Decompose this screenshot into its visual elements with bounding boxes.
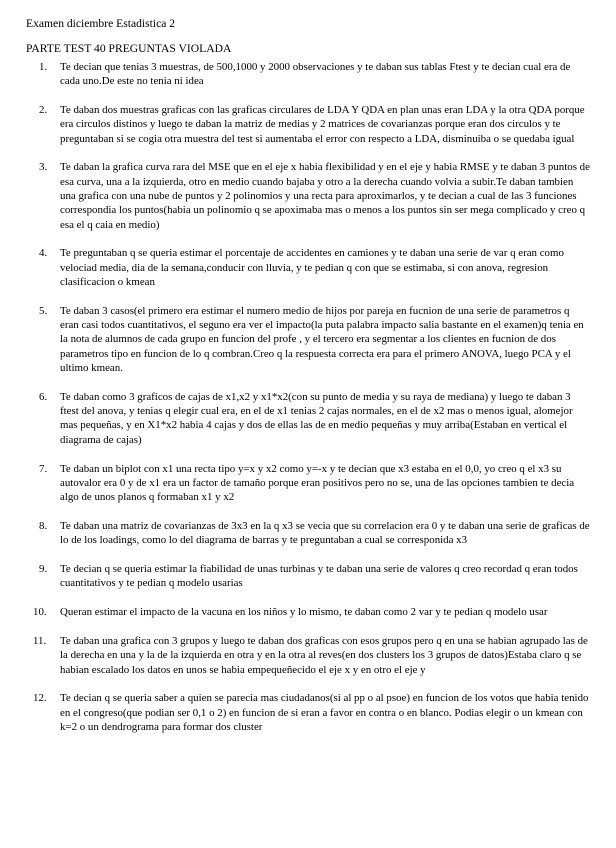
- question-number: 11.: [33, 634, 47, 647]
- question-text: Te daban una grafica con 3 grupos y luego te daban dos graficas con esos grupos pero q en una se habian agrupado las de la derecha en una y la de la izquierda en otra y en la otra al reves(en dos clusters los 3 grupos de datos)Estaba claro q se habian escalado los datos en unos se habia empequeñecido el eje x y en otro el eje y: [60, 634, 588, 676]
- question-item: [26, 519, 590, 548]
- question-item: [26, 246, 590, 289]
- question-text: Te daban la grafica curva rara del MSE que en el eje x habia flexibilidad y en el eje y habia RMSE y te daban 3 puntos de esa curva, una a la izquierda, otro en medio cuando bajaba y otro a la derecha cuando volvia a subir.Te daban tambien una grafica con una nube de puntos y 2 polinomios y una recta para aproximarlos, y te decian a cual de las 3 funciones correspondia los puntos(habia un polinomio q se apoximaba mas o menos a los puntos sin ser mega complicado y creo q esa el q caia en medio): [60, 161, 590, 231]
- question-number: 8.: [39, 519, 48, 532]
- document-title: Examen diciembre Estadistica 2: [26, 17, 176, 30]
- question-text: Te decian q se queria estimar la fiabilidad de unas turbinas y te daban una serie de valores q creo recordad q eran todos cuantitativos y te pedian q modelo usarias: [60, 563, 578, 590]
- question-list: [26, 60, 590, 734]
- question-number: 4.: [39, 247, 48, 260]
- question-number: 1.: [39, 61, 48, 73]
- document-subtitle: PARTE TEST 40 PREGUNTAS VIOLADA: [26, 42, 232, 55]
- question-number: 10.: [33, 606, 47, 619]
- question-item: [26, 462, 590, 505]
- question-number: 2.: [39, 104, 48, 117]
- question-text: Te decian que tenias 3 muestras, de 500,1000 y 2000 observaciones y te daban sus tablas Ftest y te decian cual era de cada uno.De este no tenia ni idea: [60, 61, 571, 88]
- question-item: [26, 304, 590, 375]
- question-number: 3.: [39, 161, 48, 174]
- question-item: [26, 605, 590, 619]
- question-text: Te preguntaban q se queria estimar el porcentaje de accidentes en camiones y te daban una serie de var q eran como velociad media, dia de la semana,conducir con lluvia, y te pedian q con que se estimaba, si con anova, regresion clasificacion o kmean: [60, 247, 564, 289]
- question-text: Te daban una matriz de covarianzas de 3x3 en la q x3 se vecia que su correlacion era 0 y te daban una serie de graficas de lo de los loadings, como lo del diagrama de barras y te preguntaban a cual se corresponida x3: [60, 519, 590, 547]
- question-text: Te daban un biplot con x1 una recta tipo y=x y x2 como y=-x y te decian que x3 estaba en el 0,0, yo creo q el x3 su autovalor era 0 y de x1 era un factor de tamaño porque eran positivos pero no se, una de las opciones tambien te decia algo de unos planos q formaban x1 y x2: [60, 462, 575, 504]
- question-number: 6.: [39, 390, 48, 403]
- question-text: Te decian q se queria saber a quien se parecia mas ciudadanos(si al pp o al psoe) en funcion de los votos que habia tenido en el congreso(que podian ser 0,1 o 2) en funcion de si eran a favor en contra o en blanco. Podias elegir o un kmean con k=2 o un dendrograma para formar dos cluster: [60, 692, 589, 733]
- question-item: [26, 691, 590, 734]
- question-text: Te daban dos muestras graficas con las graficas circulares de LDA Y QDA en plan unas eran LDA y la otra QDA porque era circulos distinos y luego te daban la matriz de medias y 2 matrices de covarianzas porque eran dos circulos y te preguntaban si se cogia otra muestra del test si aumentaba el error con respecto a LDA, disminuiba o se quedaba igual: [60, 104, 585, 145]
- question-item: [26, 60, 590, 89]
- question-item: [26, 634, 590, 677]
- question-item: [26, 390, 590, 447]
- question-text: Te daban 3 casos(el primero era estimar el numero medio de hijos por pareja en fucnion de una serie de parametros q eran casi todos cuantitativos, el seguno era ver el impacto(la puta palabra impacto salia bastante en el examen)q tenia en la nota de alumnos de cada grupo en funcion del profe , y el tercero era segmentar a los clientes en fucnion de dos parametros tipo en funcion de lo q combran.Creo q la respuesta correcta era para el primero ANOVA, luego PCA y el ultimo kmean.: [60, 304, 584, 375]
- question-item: [26, 103, 590, 146]
- question-text: Queran estimar el impacto de la vacuna en los niños y lo mismo, te daban como 2 var y te pedian q modelo usar: [60, 606, 548, 619]
- question-number: 12.: [33, 692, 47, 705]
- question-number: 5.: [39, 304, 48, 317]
- question-item: [26, 160, 590, 231]
- question-number: 7.: [39, 462, 48, 475]
- question-text: Te daban como 3 graficos de cajas de x1,x2 y x1*x2(con su punto de media y su raya de mediana) y luego te daban 3 ftest del anova, y tenias q elegir cual era, en el de x1 tenias 2 cajas normales, en el de x2 mas o menos igual, alomejor mas pequeñas, y en X1*x2 habia 4 cajas y dos de ellas las de en medio pequeñas y muy arriba(Estaban en vertical el diagrama de cajas): [60, 390, 573, 446]
- question-item: [26, 562, 590, 591]
- question-number: 9.: [39, 563, 48, 576]
